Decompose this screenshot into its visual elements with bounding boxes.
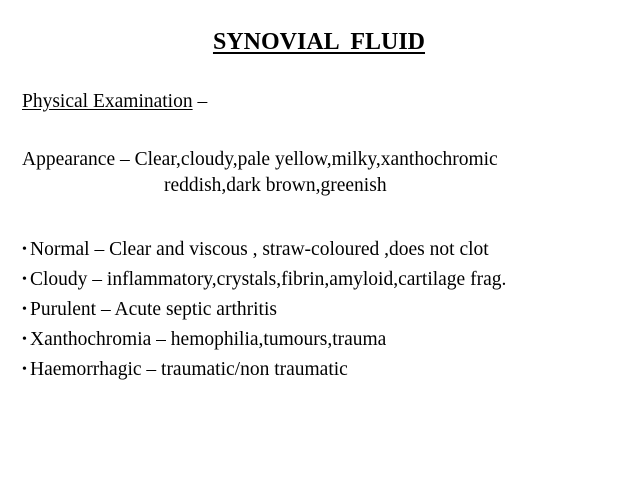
list-item-text: Haemorrhagic – traumatic/non traumatic [30, 359, 348, 380]
bullet-icon: • [22, 242, 27, 257]
bullet-icon: • [22, 302, 27, 317]
list-item-purulent [22, 296, 506, 326]
section-heading-dash: – [192, 91, 208, 112]
bullet-icon: • [22, 362, 27, 377]
list-item-text: Purulent – Acute septic arthritis [30, 299, 277, 320]
list-item-haemorrhagic [22, 356, 506, 386]
appearance-line-2: reddish,dark brown,greenish [164, 175, 387, 196]
list-item-normal [22, 236, 506, 266]
list-item-text: Xanthochromia – hemophilia,tumours,trauma [30, 329, 387, 350]
list-item-cloudy [22, 266, 506, 296]
bullet-icon: • [22, 332, 27, 347]
bullet-icon: • [22, 272, 27, 287]
list-item-xanthochromia [22, 326, 506, 356]
section-heading-line [22, 90, 207, 114]
slide-title-text: SYNOVIAL FLUID [212, 29, 426, 55]
list-item-text: Cloudy – inflammatory,crystals,fibrin,amyloid,cartilage frag. [30, 269, 507, 290]
appearance-line-1: Appearance – Clear,cloudy,pale yellow,milky,xanthochromic [22, 149, 498, 170]
list-item-text: Normal – Clear and viscous , straw-coloured ,does not clot [30, 239, 489, 260]
section-heading: Physical Examination [22, 91, 193, 112]
slide-title [0, 28, 638, 56]
findings-list [22, 236, 506, 386]
